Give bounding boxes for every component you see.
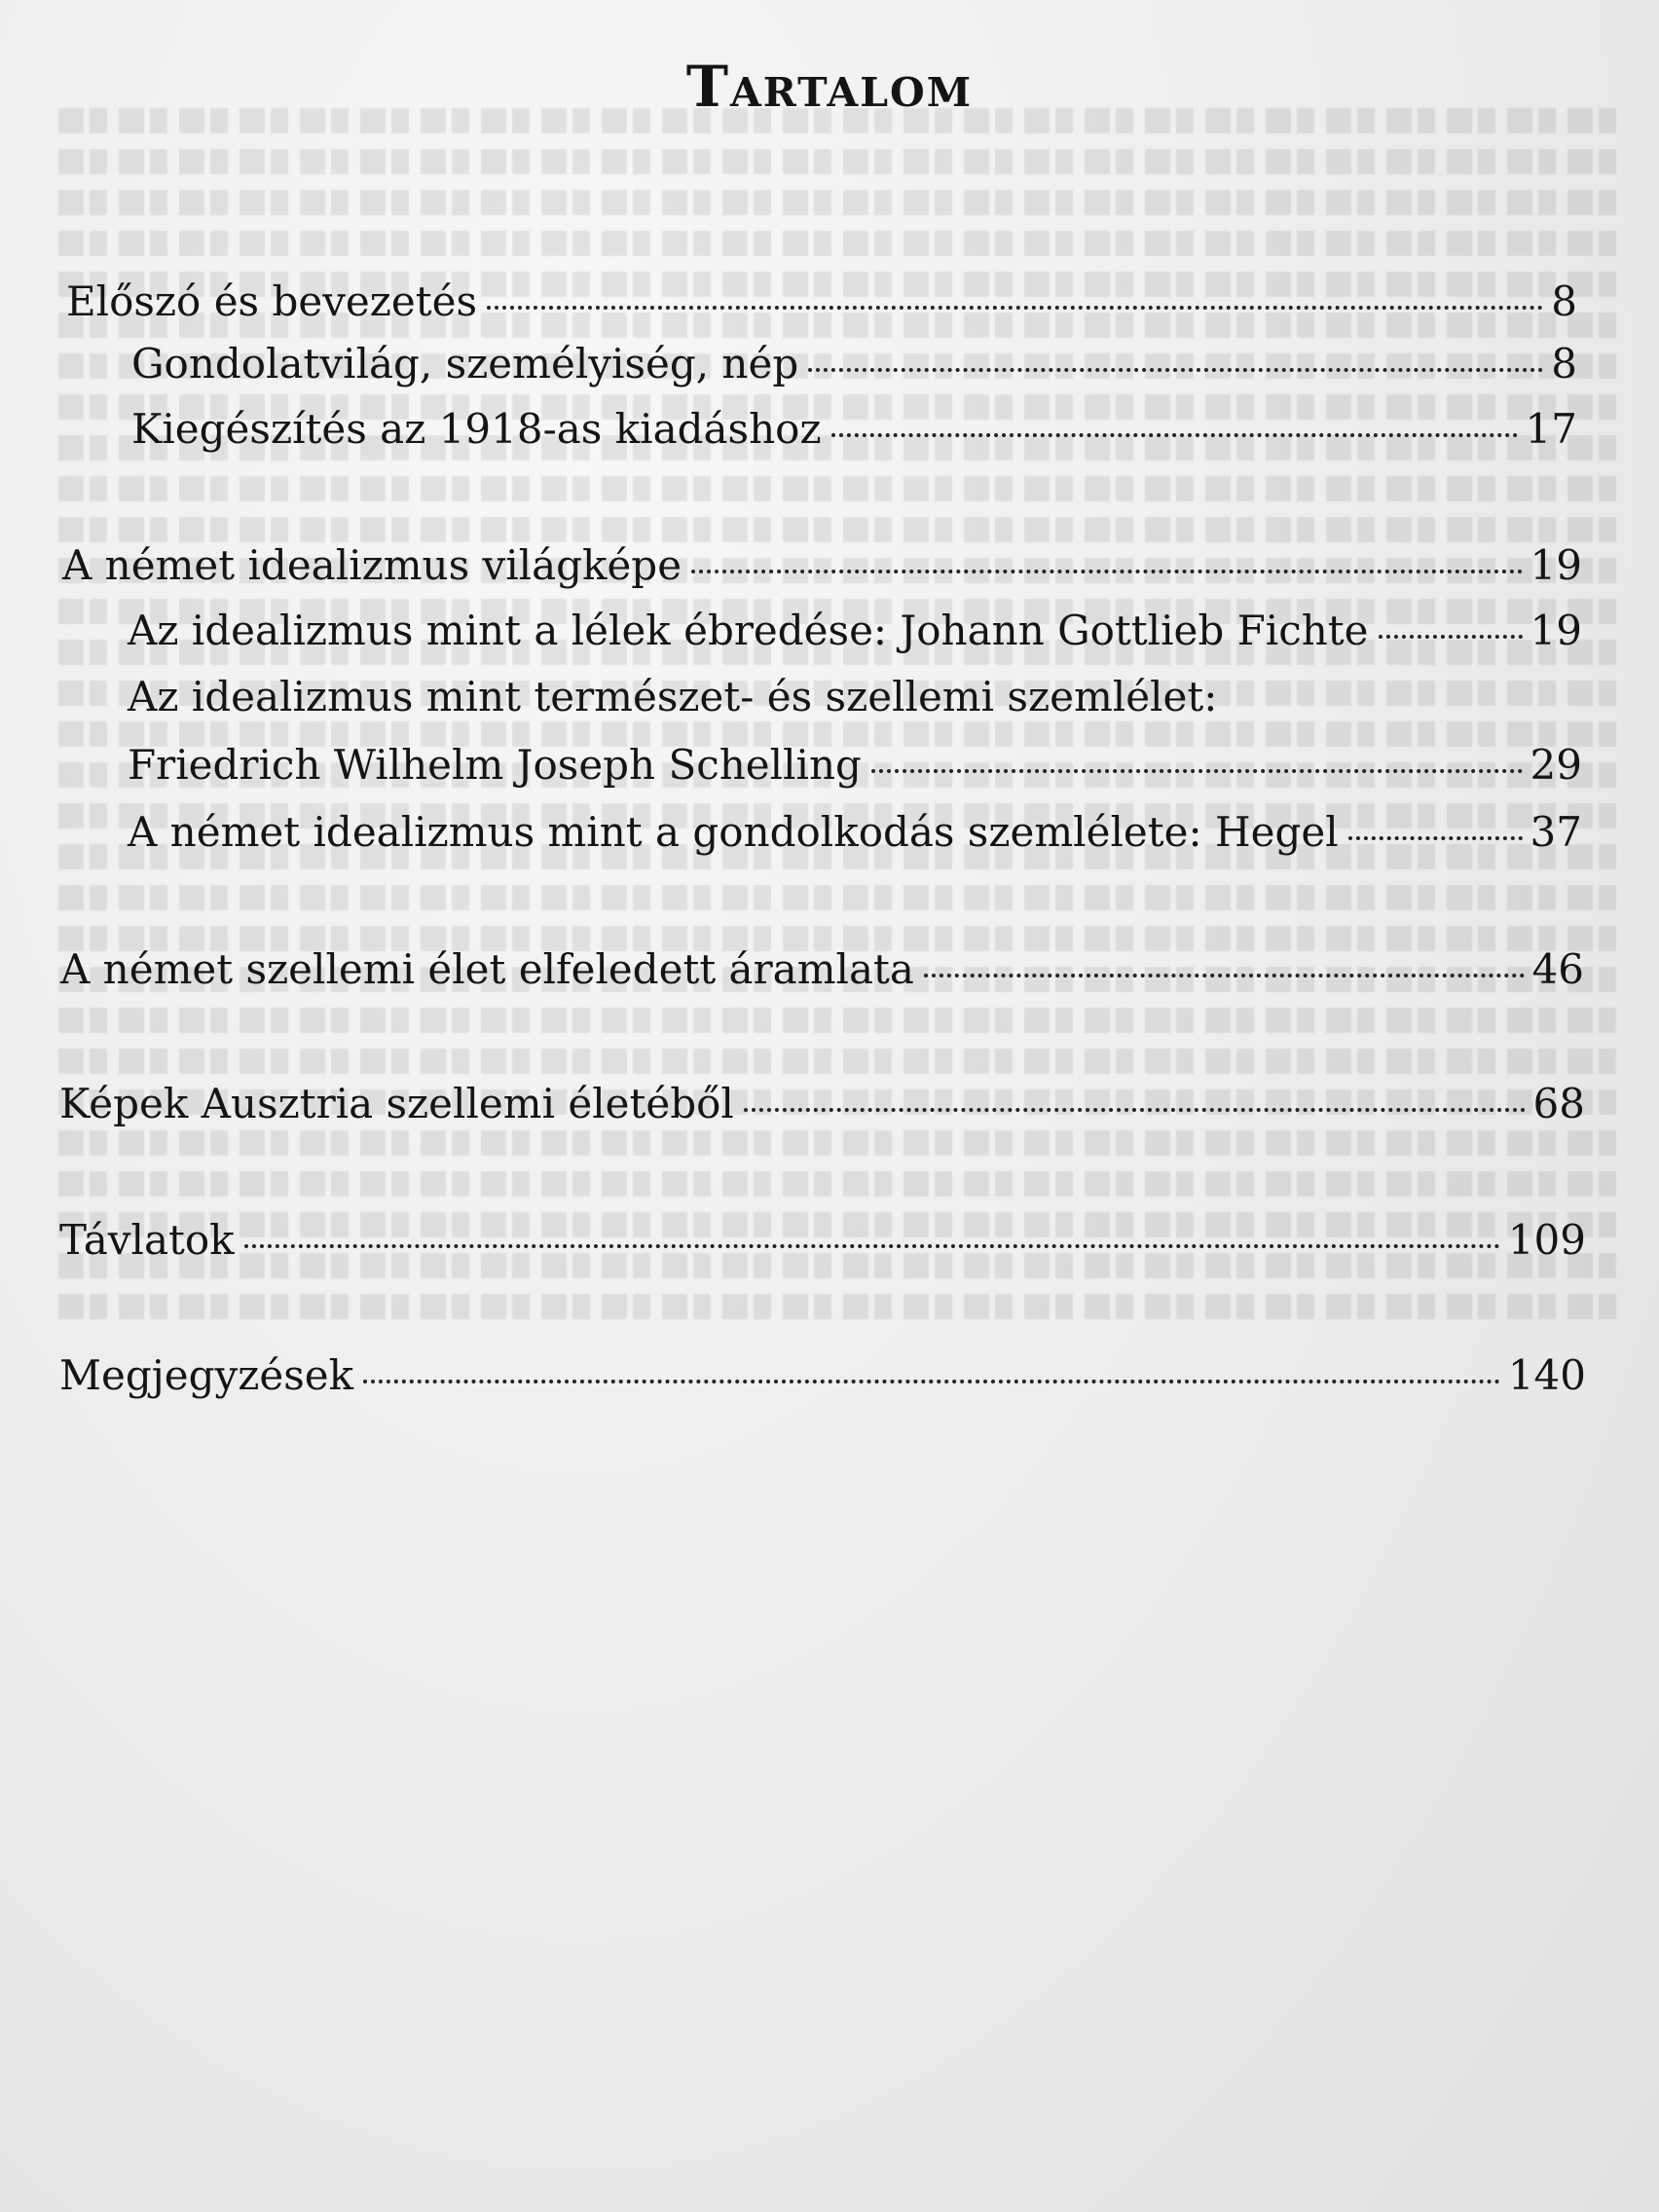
toc-entry-label: A német idealizmus mint a gondolkodás szemlélete: Hegel (128, 808, 1339, 856)
toc-page-number: 46 (1531, 945, 1584, 993)
dot-leader (1348, 836, 1523, 840)
toc-entry-label: Távlatok (59, 1216, 235, 1264)
toc-entry-label: Friedrich Wilhelm Joseph Schelling (128, 741, 862, 789)
toc-entry-nemet-idealizmus (62, 538, 1582, 593)
toc-entry-label: Kiegészítés az 1918-as kiadáshoz (131, 405, 822, 453)
toc-page-number: 19 (1530, 541, 1582, 589)
toc-entry-label: Gondolatvilág, személyiség, nép (131, 340, 799, 387)
dot-leader (831, 433, 1518, 437)
toc-entry-label: Előszó és bevezetés (66, 277, 478, 325)
dot-leader (871, 769, 1523, 773)
toc-page-number: 68 (1532, 1080, 1585, 1127)
toc-page-number: 17 (1525, 405, 1577, 453)
toc-page-number: 19 (1530, 607, 1582, 654)
toc-page-number: 8 (1551, 277, 1577, 325)
dot-leader (691, 570, 1522, 573)
toc-entry-kepek-ausztria (59, 1077, 1585, 1131)
toc-subentry-fichte (128, 604, 1582, 658)
toc-page-number: 109 (1507, 1216, 1586, 1264)
toc-subentry-gondolatvilag (131, 337, 1577, 391)
toc-subentry-schelling (128, 738, 1582, 793)
dot-leader (744, 1108, 1526, 1112)
dot-leader (924, 974, 1525, 977)
page-title: Tartalom (685, 54, 974, 120)
toc-entry-label: A német idealizmus világképe (62, 541, 682, 589)
toc-entry-label: A német szellemi élet elfeledett áramlata (60, 945, 914, 993)
toc-entry-label: Az idealizmus mint a lélek ébredése: Johann Gottlieb Fichte (128, 607, 1369, 654)
dot-leader (363, 1380, 1500, 1383)
toc-page-number: 29 (1530, 741, 1582, 789)
toc-entry-eloszo (66, 275, 1577, 329)
toc-page-number: 37 (1530, 808, 1582, 856)
toc-entry-label: Megjegyzések (59, 1351, 354, 1399)
toc-entry-elfeledett-aramlata (60, 942, 1584, 997)
dot-leader (244, 1244, 1500, 1248)
toc-entry-label: Képek Ausztria szellemi életéből (59, 1080, 734, 1127)
toc-subentry-hegel (128, 805, 1582, 860)
toc-page-number: 8 (1551, 340, 1577, 387)
toc-entry-tavlatok (59, 1213, 1586, 1268)
dot-leader (808, 368, 1543, 372)
toc-entry-megjegyzesek (59, 1348, 1586, 1403)
toc-subentry-schelling-line1: Az idealizmus mint természet- és szellemi szemlélet: (128, 673, 1218, 720)
toc-page-number: 140 (1507, 1351, 1586, 1399)
dot-leader (487, 306, 1543, 310)
dot-leader (1379, 635, 1523, 639)
toc-subentry-kiegeszites (131, 402, 1577, 457)
